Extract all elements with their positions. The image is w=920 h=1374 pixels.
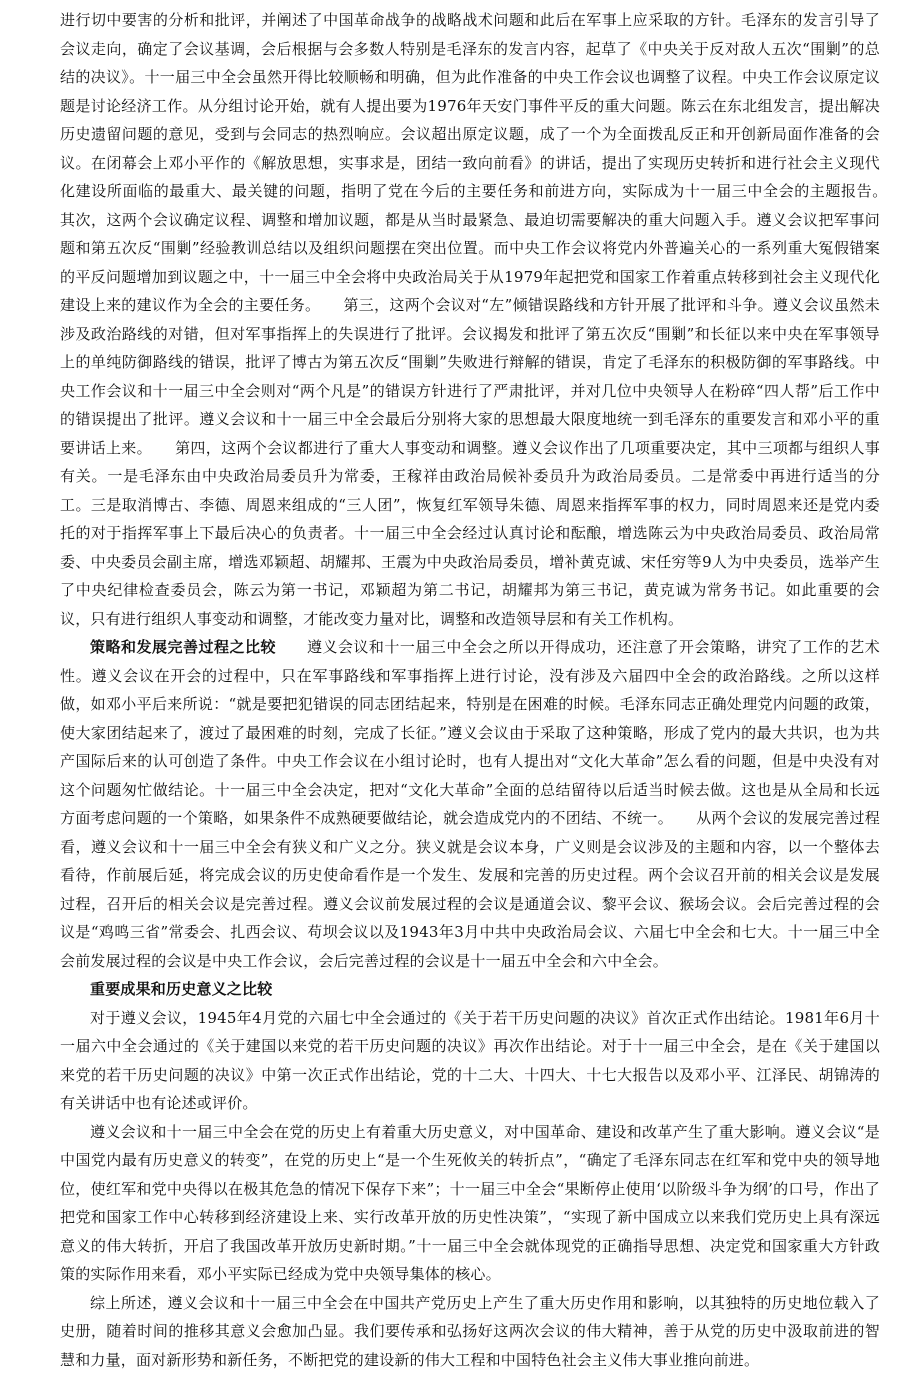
paragraph-conclusions: 对于遵义会议，1945年4月党的六届七中全会通过的《关于若干历史问题的决议》首次正式作出结论。1981年6月十一届六中全会通过的《关于建国以来党的若干历史问题的决议》再次作出结论。对于十一届三中全会，是在《关于建国以来党的若干历史问题的决议》中第一次正式作出结论，党的十二大、十四大、十七大报告以及邓小平、江泽民、胡锦涛的有关讲话中也有论述或评价。 <box>60 1004 880 1118</box>
section-heading-significance-text: 重要成果和历史意义之比较 <box>90 980 272 998</box>
section-heading-strategy: 策略和发展完善过程之比较 <box>90 638 276 656</box>
paragraph-strategy <box>60 633 880 975</box>
paragraph-summary: 综上所述，遵义会议和十一届三中全会在中国共产党历史上产生了重大历史作用和影响，以其独特的历史地位载入了史册，随着时间的推移其意义会愈加凸显。我们要传承和弘扬好这两次会议的伟大精神，善于从党的历史中汲取前进的智慧和力量，面对新形势和新任务，不断把党的建设新的伟大工程和中国特色社会主义伟大事业推向前进。 <box>60 1289 880 1374</box>
paragraph-continuation: 进行切中要害的分析和批评，并阐述了中国革命战争的战略战术问题和此后在军事上应采取的方针。毛泽东的发言引导了会议走向，确定了会议基调，会后根据与会多数人特别是毛泽东的发言内容，起草了《中央关于反对敌人五次“围剿”的总结的决议》。十一届三中全会虽然开得比较顺畅和明确，但为此作准备的中央工作会议也调整了议程。中央工作会议原定议题是讨论经济工作。从分组讨论开始，就有人提出要为1976年天安门事件平反的重大问题。陈云在东北组发言，提出解决历史遗留问题的意见，受到与会同志的热烈响应。会议超出原定议题，成了一个为全面拨乱反正和开创新局面作准备的会议。在闭幕会上邓小平作的《解放思想，实事求是，团结一致向前看》的讲话，提出了实现历史转折和进行社会主义现代化建设所面临的最重大、最关键的问题，指明了党在今后的主要任务和前进方向，实际成为十一届三中全会的主题报告。 其次，这两个会议确定议程、调整和增加议题，都是从当时最紧急、最迫切需要解决的重大问题入手。遵义会议把军事问题和第五次反“围剿”经验教训总结以及组织问题摆在突出位置。而中央工作会议将党内外普遍关心的一系列重大冤假错案的平反问题增加到议题之中，十一届三中全会将中央政治局关于从1979年起把党和国家工作着重点转移到社会主义现代化建设上来的建议作为全会的主要任务。 第三，这两个会议对“左”倾错误路线和方针开展了批评和斗争。遵义会议虽然未涉及政治路线的对错，但对军事指挥上的失误进行了批评。会议揭发和批评了第五次反“围剿”和长征以来中央在军事领导上的单纯防御路线的错误，批评了博古为第五次反“围剿”失败进行辩解的错误，肯定了毛泽东的积极防御的军事路线。中央工作会议和十一届三中全会则对“两个凡是”的错误方针进行了严肃批评，并对几位中央领导人在粉碎“四人帮”后工作中的错误提出了批评。遵义会议和十一届三中全会最后分别将大家的思想最大限度地统一到毛泽东的重要发言和邓小平的重要讲话上来。 第四，这两个会议都进行了重大人事变动和调整。遵义会议作出了几项重要决定，其中三项都与组织人事有关。一是毛泽东由中央政治局委员升为常委，王稼祥由政治局候补委员升为政治局委员。二是常委中再进行适当的分工。三是取消博古、李德、周恩来组成的“三人团”，恢复红军领导朱德、周恩来指挥军事的权力，同时周恩来还是党内委托的对于指挥军事上下最后决心的负责者。十一届三中全会经过认真讨论和酝酿，增选陈云为中央政治局委员、政治局常委、中央委员会副主席，增选邓颖超、胡耀邦、王震为中央政治局委员，增补黄克诚、宋任穷等9人为中央委员，选举产生了中央纪律检查委员会，陈云为第一书记，邓颖超为第二书记，胡耀邦为第三书记，黄克诚为常务书记。如此重要的会议，只有进行组织人事变动和调整，才能改变力量对比，调整和改造领导层和有关工作机构。 <box>60 6 880 633</box>
section-heading-significance <box>60 975 880 1004</box>
paragraph-strategy-text: 遵义会议和十一届三中全会之所以开得成功，还注意了开会策略，讲究了工作的艺术性。遵义会议在开会的过程中，只在军事路线和军事指挥上进行讨论，没有涉及六届四中全会的政治路线。之所以这样做，如邓小平后来所说：“就是要把犯错误的同志团结起来，特别是在困难的时候。毛泽东同志正确处理党内问题的政策，使大家团结起来了，渡过了最困难的时刻，完成了长征。”遵义会议由于采取了这种策略，形成了党内的最大共识，也为共产国际后来的认可创造了条件。中央工作会议在小组讨论时，也有人提出对“文化大革命”怎么看的问题，但是中央没有对这个问题匆忙做结论。十一届三中全会决定，把对“文化大革命”全面的总结留待以后适当时候去做。这也是从全局和长远方面考虑问题的一个策略，如果条件不成熟硬要做结论，就会造成党内的不团结、不统一。 从两个会议的发展完善过程看，遵义会议和十一届三中全会有狭义和广义之分。狭义就是会议本身，广义则是会议涉及的主题和内容，以一个整体去看待，作前展后延，将完成会议的历史使命看作是一个发生、发展和完善的历史过程。两个会议召开前的相关会议是发展过程，召开后的相关会议是完善过程。遵义会议前发展过程的会议是通道会议、黎平会议、猴场会议。会后完善过程的会议是“鸡鸣三省”常委会、扎西会议、苟坝会议以及1943年3月中共中央政治局会议、六届七中全会和七大。十一届三中全会前发展过程的会议是中央工作会议，会后完善过程的会议是十一届五中全会和六中全会。 <box>60 638 880 970</box>
document-body <box>60 6 880 1374</box>
paragraph-significance: 遵义会议和十一届三中全会在党的历史上有着重大历史意义，对中国革命、建设和改革产生了重大影响。遵义会议“是中国党内最有历史意义的转变”，在党的历史上“是一个生死攸关的转折点”，“确定了毛泽东同志在红军和党中央的领导地位，使红军和党中央得以在极其危急的情况下保存下来”；十一届三中全会“果断停止使用‘以阶级斗争为纲’的口号，作出了把党和国家工作中心转移到经济建设上来、实行改革开放的历史性决策”，“实现了新中国成立以来我们党历史上具有深远意义的伟大转折，开启了我国改革开放历史新时期。”十一届三中全会就体现党的正确指导思想、决定党和国家重大方针政策的实际作用来看，邓小平实际已经成为党中央领导集体的核心。 <box>60 1118 880 1289</box>
